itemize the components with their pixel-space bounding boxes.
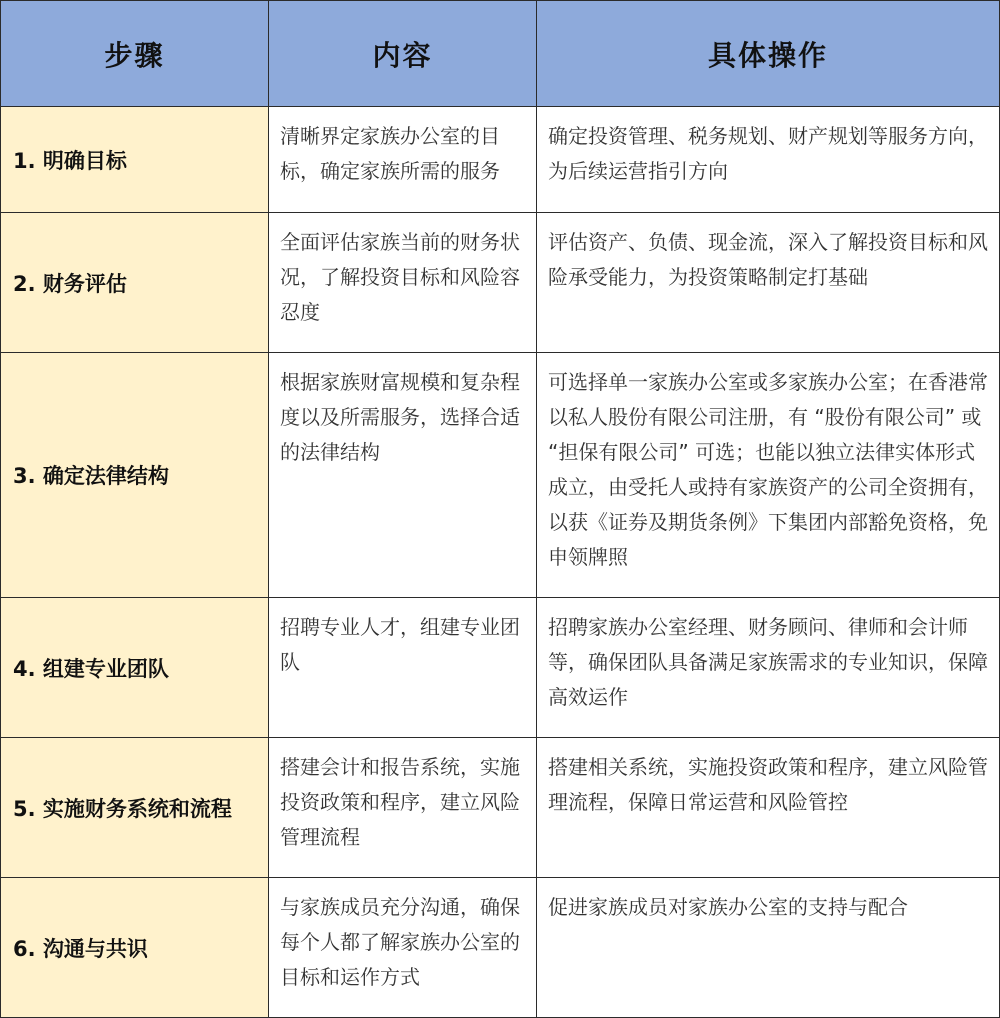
content-cell: 全面评估家族当前的财务状况，了解投资目标和风险容忍度	[269, 213, 537, 353]
table-header	[1, 1, 1000, 107]
action-cell: 确定投资管理、税务规划、财产规划等服务方向，为后续运营指引方向	[537, 107, 1000, 213]
action-cell: 搭建相关系统，实施投资政策和程序，建立风险管理流程，保障日常运营和风险管控	[537, 738, 1000, 878]
action-cell: 可选择单一家族办公室或多家族办公室；在香港常以私人股份有限公司注册，有 “股份有限公司” 或 “担保有限公司” 可选；也能以独立法律实体形式成立，由受托人或持有家族资产的公司全资拥有，以获《证券及期货条例》下集团内部豁免资格，免申领牌照	[537, 353, 1000, 598]
table-row	[1, 878, 1000, 1018]
step-cell: 1. 明确目标	[1, 107, 269, 213]
action-cell: 促进家族成员对家族办公室的支持与配合	[537, 878, 1000, 1018]
header-step: 步骤	[1, 1, 269, 107]
action-cell: 评估资产、负债、现金流，深入了解投资目标和风险承受能力，为投资策略制定打基础	[537, 213, 1000, 353]
content-cell: 与家族成员充分沟通，确保每个人都了解家族办公室的目标和运作方式	[269, 878, 537, 1018]
header-content: 内容	[269, 1, 537, 107]
header-action: 具体操作	[537, 1, 1000, 107]
content-cell: 搭建会计和报告系统，实施投资政策和程序，建立风险管理流程	[269, 738, 537, 878]
action-cell: 招聘家族办公室经理、财务顾问、律师和会计师等，确保团队具备满足家族需求的专业知识，保障高效运作	[537, 598, 1000, 738]
table-row	[1, 598, 1000, 738]
step-cell: 2. 财务评估	[1, 213, 269, 353]
table-row	[1, 107, 1000, 213]
content-cell: 招聘专业人才，组建专业团队	[269, 598, 537, 738]
step-cell: 6. 沟通与共识	[1, 878, 269, 1018]
content-cell: 清晰界定家族办公室的目标，确定家族所需的服务	[269, 107, 537, 213]
table-row	[1, 213, 1000, 353]
table-row	[1, 738, 1000, 878]
content-cell: 根据家族财富规模和复杂程度以及所需服务，选择合适的法律结构	[269, 353, 537, 598]
header-row	[1, 1, 1000, 107]
step-cell: 3. 确定法律结构	[1, 353, 269, 598]
step-cell: 4. 组建专业团队	[1, 598, 269, 738]
table-body	[1, 107, 1000, 1018]
table-row	[1, 353, 1000, 598]
step-cell: 5. 实施财务系统和流程	[1, 738, 269, 878]
